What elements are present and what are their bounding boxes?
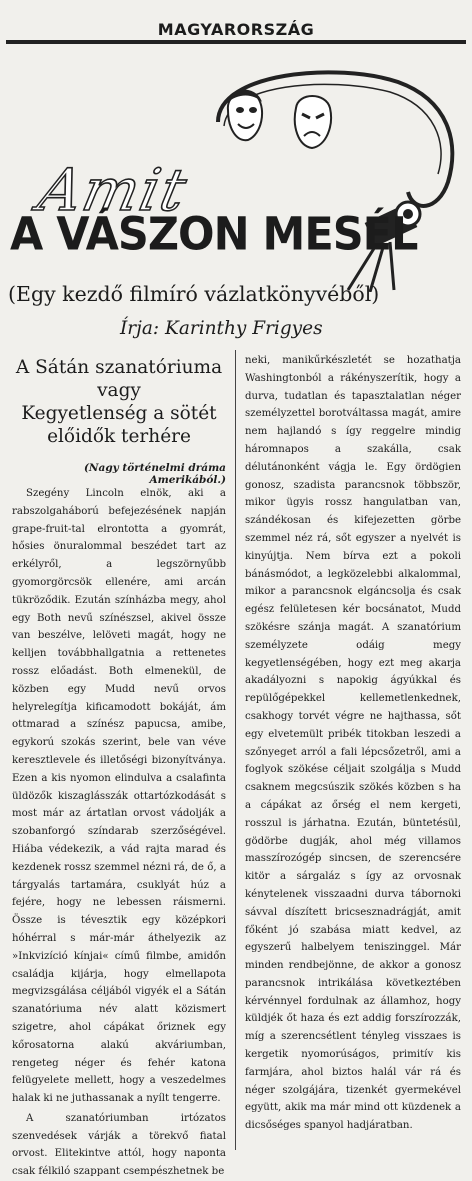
comedy-mask-icon: [226, 89, 262, 140]
right-column: [245, 352, 461, 1135]
paragraph: A szanatóriumban irtózatos szenvedések várják a törekvő fiatal orvost. Elitekintve attól, hogy naponta csak félkiló szappant csempészhetnek be: [12, 1112, 226, 1178]
article-title-line: előidők terhére: [47, 426, 191, 447]
article-subtitle: (Nagy történelmi dráma Amerikából.): [83, 462, 226, 486]
byline: Írja: Karinthy Frigyes: [120, 318, 323, 339]
article-title-line: vagy: [97, 380, 141, 401]
tragedy-mask-icon: [295, 96, 331, 148]
paragraph: neki, manikűrkészletét se hozathatja Washingtonból a rákényszerítik, hogy a durva, tudatlan és tapasztalatlan néger személyzettel borotváltassa magát, amire nem hajlandó s így reggelre mindig háromnapos a szakálla, csak délutánonként vágja le. Egy ördögien gonosz, szadista parancsnok többször, mikor ügyis rossz hangulatban van, szándékosan és kifejezetten görbe szemmel néz rá, sőt egyszer a nyelvét is kinyújtja. Nem bírva ezt a pokoli bánásmódot, a legközelebbi alkalommal, mikor a parancsnok elgáncsolja és csak egész felületesen kér bocsánatot, Mudd szökésre szánja magát. A szanatórium személyzete odáig megy kegyetlenségében, hogy ezt meg akarja akadályozni s napokig ágyúkkal és repülőgépekkel kellemetlenkednek, csakhogy torvét végre ne hajthassa, sőt egy elvetemült pribék titokban leszedi a szőnyeget arról a fali lépcsőzetről, ami a foglyok szökése céljait szolgálja s Mudd csaknem megcsúszik szökés közben s ha a cápákat az őrség el nem kergeti, rosszul is járhatna. Ezután, büntetésül, gödörbe dugják, ahol még villamos masszírozógép sincsen, de szerencsére kitör a sárgaláz s így az orvosnak kénytelenek visszaadni durva tábornoki sávval díszített bricsesznadrágját, amit főként jó szabása miatt kedvel, az egyszerű halbelyem teniszinggel. Már minden rendbejönne, de akkor a gonosz parancsnok intrikálása következtében kérvénnyel fordulnak az államhoz, hogy küldjék őt haza és ezt addig forszírozzák, míg a szerencsétlent tényleg visszaes is kergetik nyomorúságos, primitív kis farmjára, ahol biztos halál vár rá és néger szolgájára, tizenkét gyermekével együtt, akik ma már mind ott küzdenek a dicsőséges spanyol hadjáratban.: [245, 355, 461, 1132]
left-column: [12, 485, 226, 1181]
title-script-word: Amit: [32, 156, 194, 224]
article-title-line: Kegyetlenség a sötét: [21, 403, 217, 424]
article-title-line: A Sátán szanatóriuma: [15, 357, 223, 378]
masthead: MAGYARORSZÁG: [157, 20, 315, 39]
paragraph: Szegény Lincoln elnök, aki a rabszolgaháború befejezésének napján grape-fruit-tal elrontotta a gyomrát, hősies önuralommal beszédet tart az erkélyről, a legszörnyűbb gyomorgörcsök ellenére, ami arcán tükröződik. Ezután színházba megy, ahol egy Both nevű színészsel, akivel össze van beszélve, lelöveti magát, hogy ne kelljen továbbhallgatnia a rettenetes rossz előadást. Both elmenekül, de közben egy Mudd nevű orvos helyrelegítja kificamodott bokáját, ám ottmarad a színész papucsa, amibe, egykorú szokás szerint, bele van véve keresztlevele és illetőségi bizonyítványa. Ezen a kis nyomon elindulva a csalafinta üldözők kiszaglásszák ottartózkodását s most már az ártatlan orvost vádolják a szobanforgó színdarab szerzőségével. Hiába védekezik, a vád rajta marad és kezdenek rossz szemmel nézni rá, de ő, a tárgyalás tartamára, csuklyát húz a fejére, hogy ne lebessen ráismerni. Össze is tévesztik egy középkori hóhérral s már-már áthelyezik az »Inkvizíció kínjai« című filmbe, amidőn családja kijárja, hogy elmellapota megvizsgálása céljából vigyék el a Sátán szanatóriuma név alatt közismert szigetre, ahol cápákat őriznek egy kőrosatorna alakú akváriumban, rengeteg néger és fehér katona felügyelete mellett, hogy a veszedelmes halak ki ne juthassanak a nyílt tengerre.: [12, 488, 226, 1105]
article-title: [12, 356, 226, 448]
page-title: A VÁSZON MESÉL: [10, 208, 418, 262]
column-divider: [235, 350, 236, 1150]
page-subtitle: (Egy kezdő filmíró vázlatkönyvéből): [8, 282, 380, 306]
masthead-rule: [6, 40, 466, 44]
